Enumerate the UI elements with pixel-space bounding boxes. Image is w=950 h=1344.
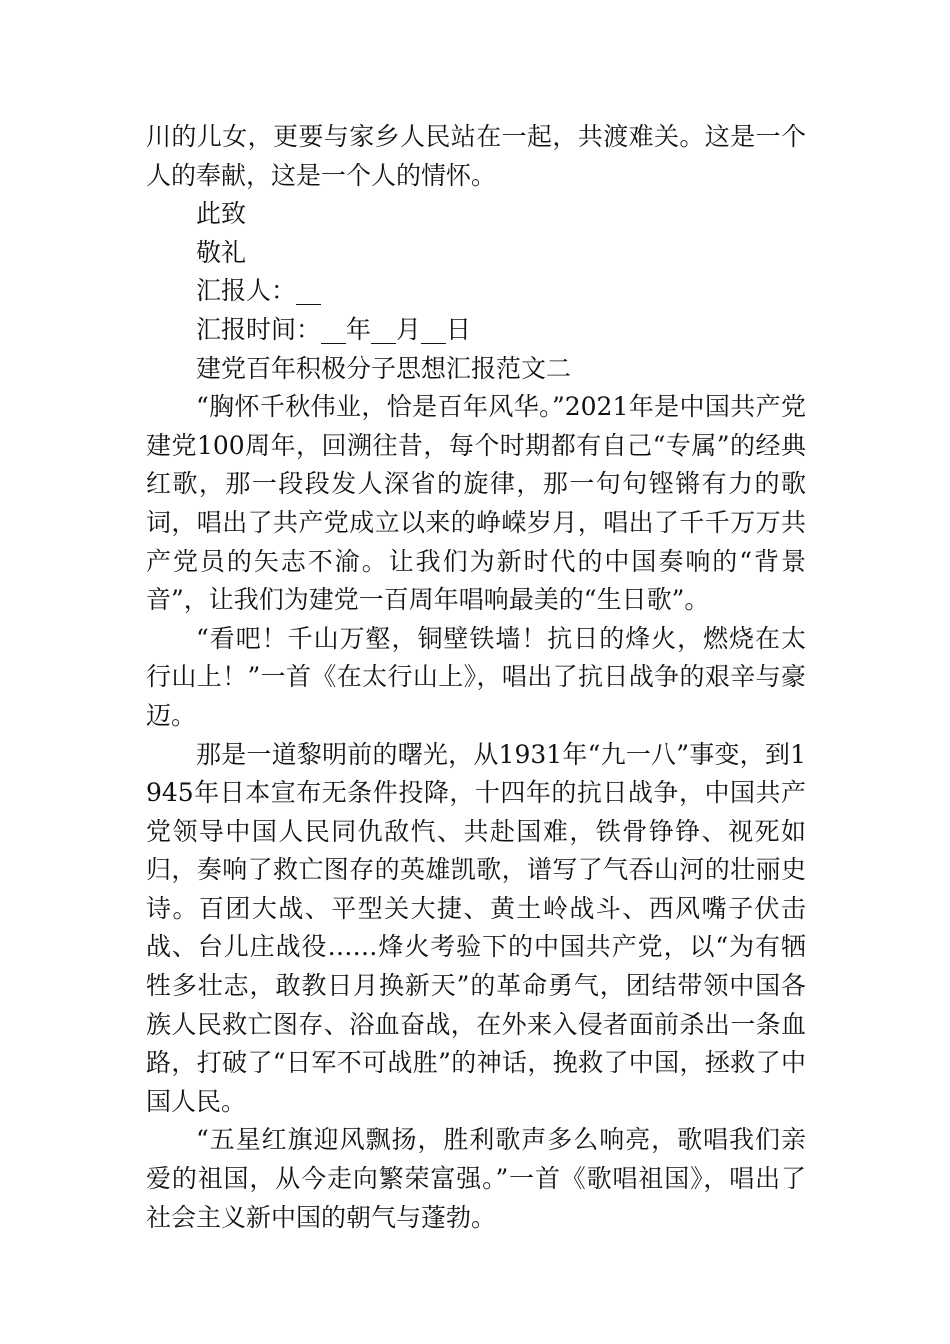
closing-regards: 敬礼 xyxy=(196,237,247,267)
document-body xyxy=(146,118,806,1237)
paragraph-war: 那是一道黎明前的曙光，从1931年“九一八”事变，到1945年日本宣布无条件投降，十四年的抗日战争，中国共产党领导中国人民同仇敌忾、共赴国难，铁骨铮铮、视死如归，奏响了救亡图存的英雄凯歌，谱写了气吞山河的壮丽史诗。百团大战、平型关大捷、黄土岭战斗、西风嘴子伏击战、台儿庄战役……烽火考验下的中国共产党，以“为有牺牲多壮志，敢教日月换新天”的革命勇气，团结带领中国各族人民救亡图存、浴血奋战，在外来入侵者面前杀出一条血路，打破了“日军不可战胜”的神话，挽救了中国，拯救了中国人民。 xyxy=(146,739,806,1116)
paragraph-motherland: “五星红旗迎风飘扬，胜利歌声多么响亮，歌唱我们亲爱的祖国，从今走向繁荣富强。”一首《歌唱祖国》，唱出了社会主义新中国的朝气与蓬勃。 xyxy=(146,1125,806,1232)
section-heading: 建党百年积极分子思想汇报范文二 xyxy=(196,353,572,383)
paragraph-taihang: “看吧！千山万壑，铜壁铁墙！抗日的烽火，燃烧在太行山上！”一首《在太行山上》，唱出了抗日战争的艰辛与豪迈。 xyxy=(146,623,806,730)
reporter-line: 汇报人：__ xyxy=(196,276,322,306)
report-date-line: 汇报时间：__年__月__日 xyxy=(196,314,472,344)
paragraph-continuation: 川的儿女，更要与家乡人民站在一起，共渡难关。这是一个人的奉献，这是一个人的情怀。 xyxy=(146,122,806,190)
closing-salutation: 此致 xyxy=(196,199,247,229)
paragraph-intro: “胸怀千秋伟业，恰是百年风华。”2021年是中国共产党建党100周年，回溯往昔，每个时期都有自己“专属”的经典红歌，那一段段发人深省的旋律，那一句句铿锵有力的歌词，唱出了共产党成立以来的峥嵘岁月，唱出了千千万万共产党员的矢志不渝。让我们为新时代的中国奏响的“背景音”，让我们为建党一百周年唱响最美的“生日歌”。 xyxy=(146,392,806,615)
